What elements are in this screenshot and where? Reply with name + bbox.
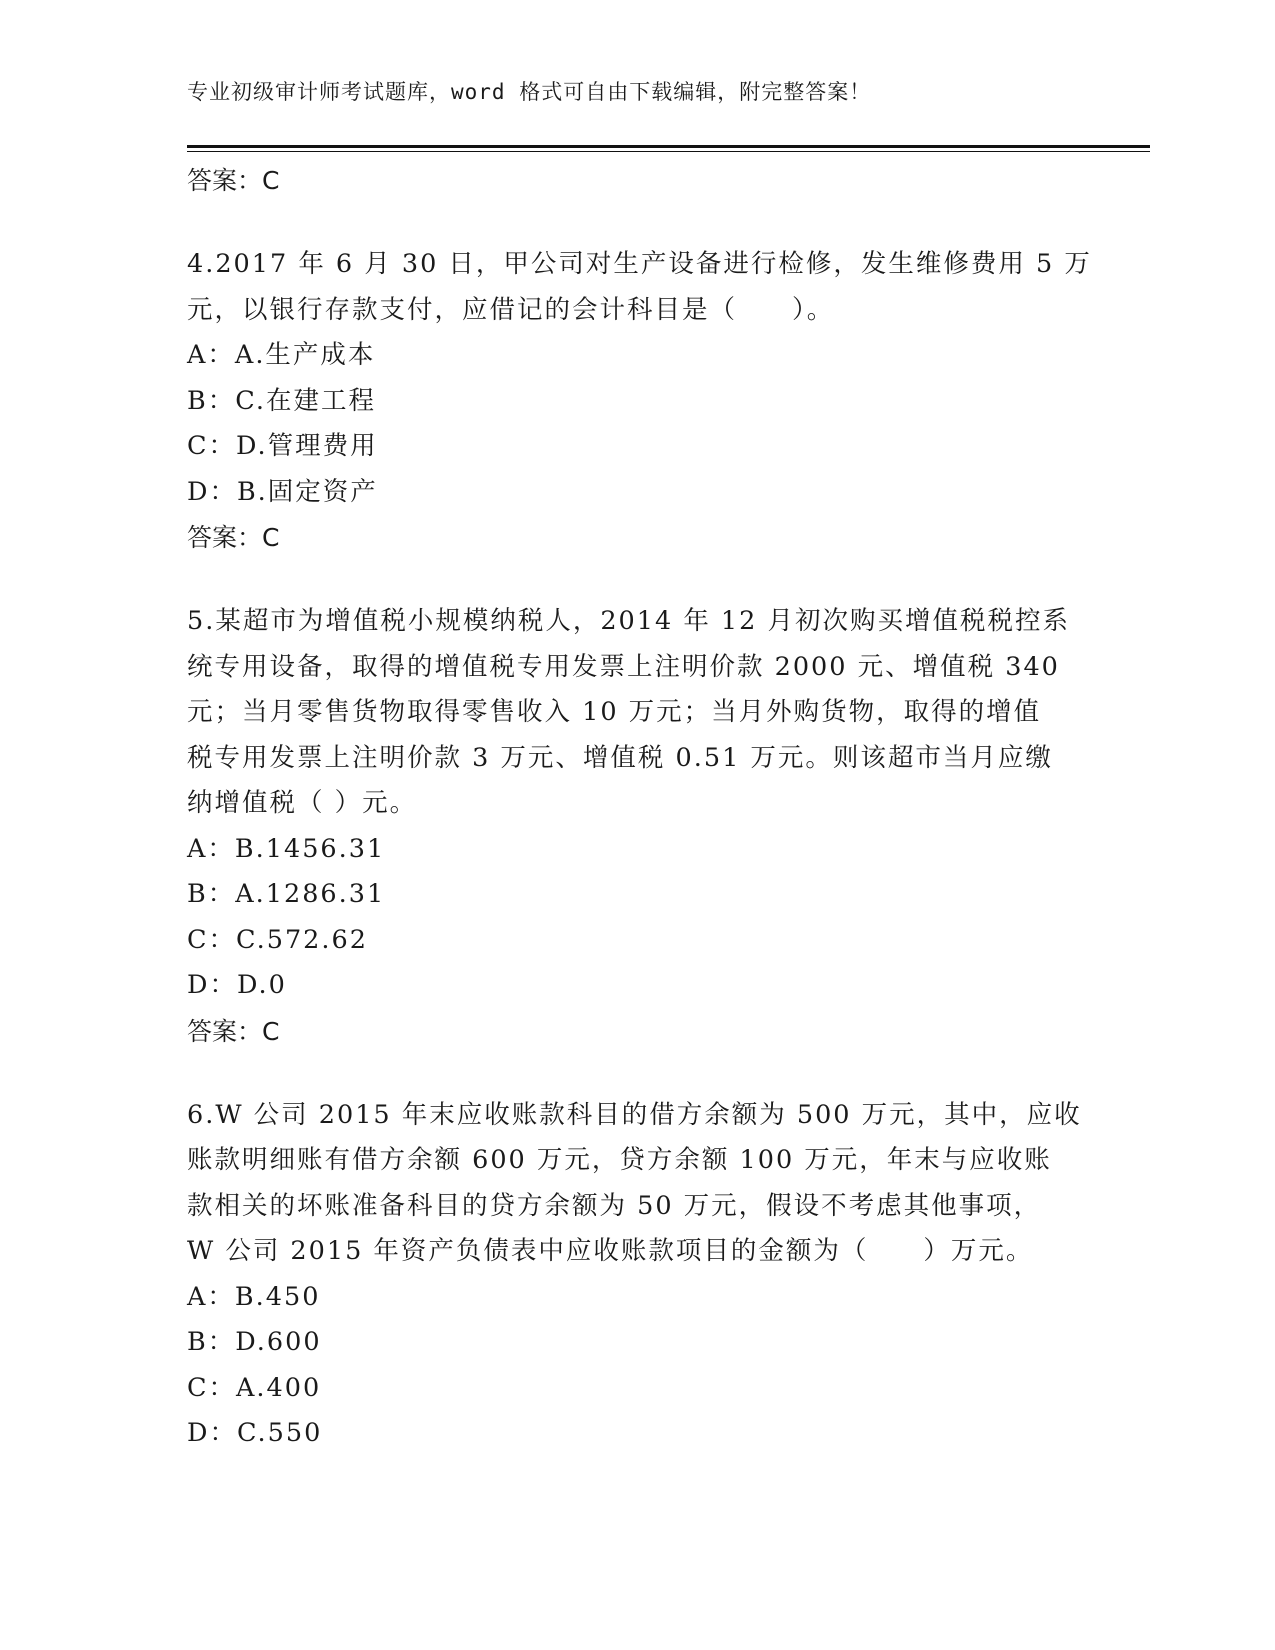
spacer [187, 561, 1087, 599]
option-c: C：A.400 [187, 1372, 322, 1403]
question-4 [187, 242, 1092, 561]
stem-line: 纳增值税（ ）元。 [187, 788, 418, 818]
option-c: C：D.管理费用 [187, 431, 378, 461]
stem-line: 账款明细账有借方余额 600 万元，贷方余额 100 万元，年末与应收账 [187, 1145, 1052, 1175]
stem-line: 统专用设备，取得的增值税专用发票上注明价款 2000 元、增值税 340 [187, 651, 1060, 682]
stem-line: 税专用发票上注明价款 3 万元、增值税 0.51 万元。则该超市当月应缴 [187, 742, 1053, 773]
question-6 [187, 1093, 1087, 1457]
option-a: A：A.生产成本 [187, 340, 376, 370]
question-stem [187, 1093, 1087, 1275]
option-a: A：B.450 [187, 1281, 321, 1312]
option-c: C：C.572.62 [187, 924, 368, 955]
option-d: D：B.固定资产 [187, 476, 378, 507]
option-a: A：B.1456.31 [187, 833, 386, 864]
option-b: B：D.600 [187, 1327, 322, 1357]
stem-line: 6.W 公司 2015 年末应收账款科目的借方余额为 500 万元，其中，应收 [187, 1099, 1082, 1130]
option-b: B：C.在建工程 [187, 385, 376, 416]
option-d: D：D.0 [187, 970, 287, 1000]
document-body [187, 158, 1092, 1457]
stem-line: 5.某超市为增值税小规模纳税人，2014 年 12 月初次购买增值税税控系 [187, 606, 1070, 636]
answer-line: 答案：C [187, 523, 280, 552]
question-stem [187, 599, 1087, 827]
stem-line: 元，以银行存款支付，应借记的会计科目是（ ）。 [187, 294, 835, 325]
answer-line: 答案：C [187, 1016, 280, 1046]
stem-line: 款相关的坏账准备科目的贷方余额为 50 万元，假设不考虑其他事项， [187, 1190, 1042, 1221]
stem-line: 4.2017 年 6 月 30 日，甲公司对生产设备进行检修，发生维修费用 5 万 [187, 249, 1092, 279]
answer-line: 答案：C [187, 166, 280, 195]
question-5 [187, 599, 1087, 1055]
option-b: B：A.1286.31 [187, 879, 386, 909]
option-d: D：C.550 [187, 1418, 323, 1448]
header-rule-thin [187, 151, 1150, 152]
question-stem [187, 242, 1092, 333]
stem-line: W 公司 2015 年资产负债表中应收账款项目的金额为（ ）万元。 [187, 1236, 1034, 1266]
stem-line: 元；当月零售货物取得零售收入 10 万元；当月外购货物，取得的增值 [187, 697, 1042, 727]
spacer [187, 204, 1087, 242]
spacer [187, 1055, 1087, 1093]
page-header: 专业初级审计师考试题库，word 格式可自由下载编辑，附完整答案！ [187, 80, 872, 104]
header-rule-thick [187, 145, 1150, 148]
